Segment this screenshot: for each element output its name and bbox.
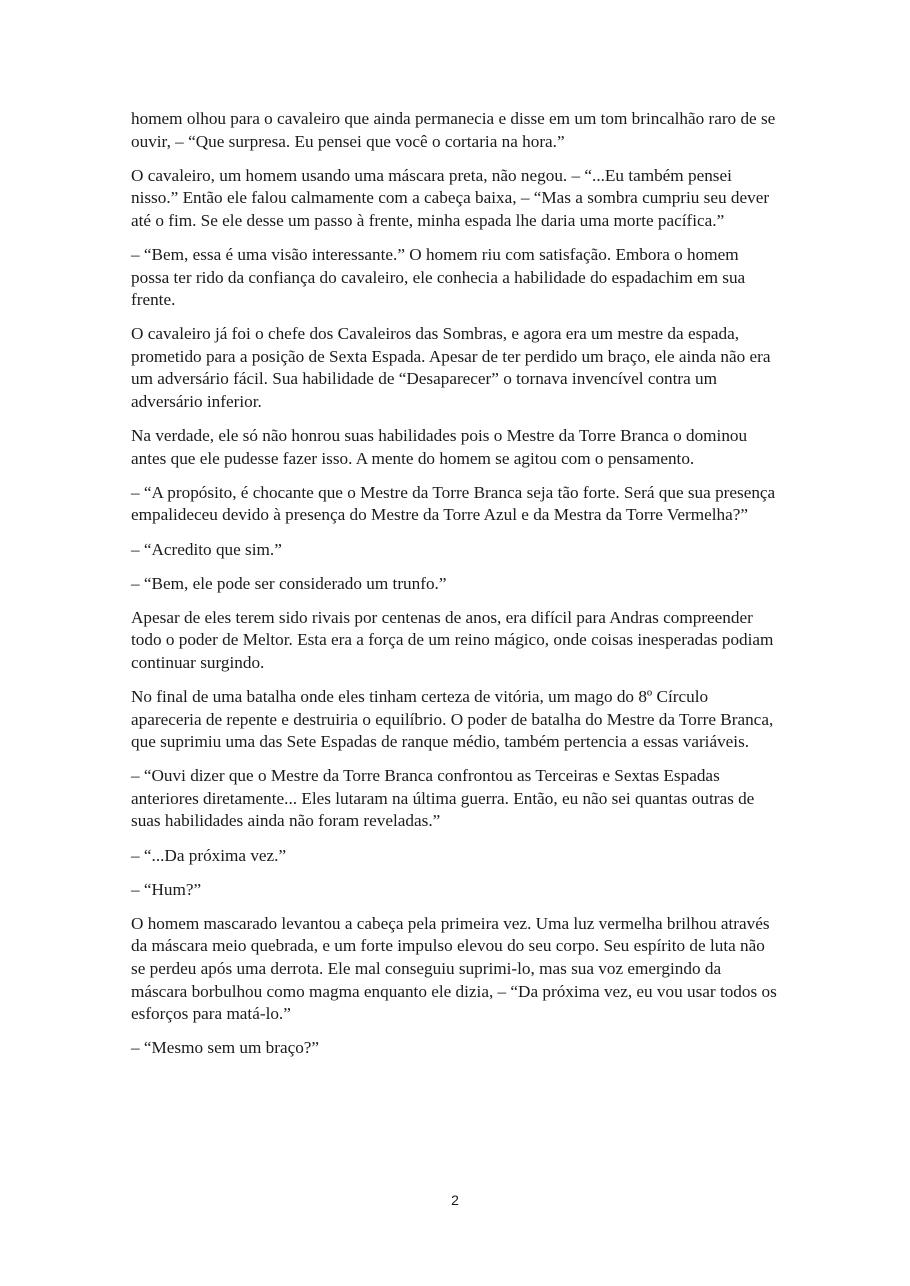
paragraph: O cavaleiro, um homem usando uma máscara preta, não negou. – “...Eu também pensei nisso.” Então ele falou calmamente com a cabeça baixa, – “Mas a sombra cumpriu seu dever até o fim. Se ele desse um passo à frente, minha espada lhe daria uma morte pacífica.” bbox=[131, 165, 770, 230]
paragraph: – “Bem, essa é uma visão interessante.” O homem riu com satisfação. Embora o homem possa ter rido da confiança do cavaleiro, ele conhecia a habilidade do espadachim em sua frente. bbox=[131, 244, 746, 310]
paragraph: O homem mascarado levantou a cabeça pela primeira vez. Uma luz vermelha brilhou através da máscara meio quebrada, e um forte impulso elevou do seu corpo. Seu espírito de luta não se perdeu após uma derrota. Ele mal conseguiu suprimi-lo, mas sua voz emergindo da máscara borbulhou como magma enquanto ele dizia, – “Da próxima vez, eu vou usar todos os esforços para matá-lo.” bbox=[131, 913, 777, 1024]
paragraph: No final de uma batalha onde eles tinham certeza de vitória, um mago do 8º Círculo apareceria de repente e destruiria o equilíbrio. O poder de batalha do Mestre da Torre Branca, que suprimiu uma das Sete Espadas de ranque médio, também pertencia a essas variáveis. bbox=[131, 686, 774, 752]
paragraph: Na verdade, ele só não honrou suas habilidades pois o Mestre da Torre Branca o dominou antes que ele pudesse fazer isso. A mente do homem se agitou com o pensamento. bbox=[131, 426, 748, 468]
page-number: 2 bbox=[451, 1192, 459, 1208]
paragraph: – “Mesmo sem um braço?” bbox=[131, 1038, 320, 1058]
paragraph: – “Bem, ele pode ser considerado um trunfo.” bbox=[131, 573, 447, 593]
paragraph: – “...Da próxima vez.” bbox=[131, 845, 287, 865]
paragraph: – “Hum?” bbox=[131, 879, 202, 899]
body-text bbox=[131, 108, 781, 1071]
paragraph: O cavaleiro já foi o chefe dos Cavaleiros das Sombras, e agora era um mestre da espada, prometido para a posição de Sexta Espada. Apesar de ter perdido um braço, ele ainda não era um adversário fácil. Sua habilidade de “Desaparecer” o tornava invencível contra um adversário inferior. bbox=[131, 324, 771, 412]
paragraph: Apesar de eles terem sido rivais por centenas de anos, era difícil para Andras compreender todo o poder de Meltor. Esta era a força de um reino mágico, onde coisas inesperadas podiam continuar surgindo. bbox=[131, 607, 774, 672]
paragraph: – “Ouvi dizer que o Mestre da Torre Branca confrontou as Terceiras e Sextas Espadas anteriores diretamente... Eles lutaram na última guerra. Então, eu não sei quantas outras de suas habilidades ainda não foram reveladas.” bbox=[131, 766, 755, 831]
paragraph: – “Acredito que sim.” bbox=[131, 539, 282, 559]
paragraph: – “A propósito, é chocante que o Mestre da Torre Branca seja tão forte. Será que sua presença empalideceu devido à presença do Mestre da Torre Azul e da Mestra da Torre Vermelha?” bbox=[131, 482, 776, 525]
paragraph: homem olhou para o cavaleiro que ainda permanecia e disse em um tom brincalhão raro de se ouvir, – “Que surpresa. Eu pensei que você o cortaria na hora.” bbox=[131, 109, 776, 151]
